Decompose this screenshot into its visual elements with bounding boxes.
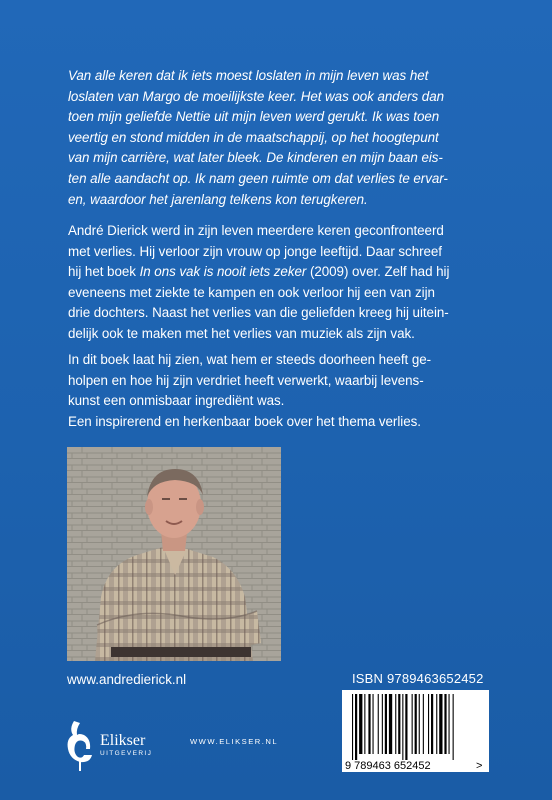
barcode-bar bbox=[449, 694, 450, 754]
text-line: delijk ook te maken met het verlies van muziek als zijn vak. bbox=[68, 325, 415, 341]
barcode-bar bbox=[436, 694, 437, 754]
text-line: kunst een onmisbaar ingrediënt was. bbox=[68, 393, 285, 409]
barcode-bar bbox=[368, 694, 370, 754]
barcode bbox=[342, 690, 489, 772]
barcode-bar bbox=[419, 694, 420, 754]
barcode-bar bbox=[385, 694, 387, 754]
barcode-bar bbox=[423, 694, 424, 754]
text-line: holpen en hoe hij zijn verdriet heeft verwerkt, waarbij levens- bbox=[68, 372, 424, 388]
barcode-bar bbox=[382, 694, 383, 754]
text-line: drie dochters. Naast het verlies van die geliefden kreeg hij uitein- bbox=[68, 305, 449, 321]
barcode-bar bbox=[402, 694, 403, 760]
barcode-bar bbox=[415, 694, 417, 754]
text-line: eveneens met ziekte te kampen en ook verloor hij een van zijn bbox=[68, 284, 435, 300]
author-photo bbox=[67, 447, 281, 661]
description-paragraph-1 bbox=[68, 221, 498, 345]
publisher-logo-mark bbox=[62, 715, 182, 775]
barcode-bar bbox=[364, 694, 365, 754]
barcode-bar bbox=[378, 694, 379, 754]
barcode-bar bbox=[439, 694, 442, 754]
barcode-bar bbox=[428, 694, 429, 754]
text-line: In dit boek laat hij zien, wat hem er steeds doorheen heeft ge- bbox=[68, 352, 432, 367]
publisher-website: WWW.ELIKSER.NL bbox=[190, 737, 279, 746]
barcode-bar bbox=[395, 694, 396, 754]
quote-block bbox=[68, 66, 498, 210]
text-line: met verlies. Hij verloor zijn vrouw op jonge leeftijd. Daar schreef bbox=[68, 243, 442, 259]
publisher-name: Elikser bbox=[100, 732, 146, 749]
barcode-bar bbox=[352, 694, 353, 760]
barcode-bar bbox=[373, 694, 374, 754]
barcode-bar bbox=[453, 694, 454, 760]
quote-line: van mijn carrière, wat later bleek. De kinderen en mijn baan eis- bbox=[68, 150, 443, 166]
barcode-arrow: > bbox=[476, 760, 483, 772]
barcode-bar bbox=[359, 694, 362, 754]
text-fragment: hij het boek bbox=[68, 264, 140, 280]
publisher-subtitle: UITGEVERIJ bbox=[100, 750, 153, 757]
text-line: André Dierick werd in zijn leven meerdere keren geconfronteerd bbox=[68, 223, 444, 238]
barcode-bar bbox=[444, 694, 446, 754]
book-title: In ons vak is nooit iets zeker bbox=[139, 264, 307, 280]
barcode-bar bbox=[431, 694, 433, 754]
quote-line: Van alle keren dat ik iets moest loslaten in mijn leven was het bbox=[68, 68, 429, 83]
text-line bbox=[68, 262, 498, 283]
isbn-label: ISBN 9789463652452 bbox=[352, 671, 484, 686]
publisher-logo bbox=[62, 715, 182, 775]
quote-line: en, waardoor het jarenlang telkens kon terugkeren. bbox=[68, 191, 368, 207]
quote-line: ten alle aandacht op. Ik nam geen ruimte om dat verlies te ervar- bbox=[68, 170, 448, 186]
barcode-bar bbox=[398, 694, 400, 754]
quote-line: veertig en stond midden in de maatschappij, op het hoogtepunt bbox=[68, 129, 439, 145]
quote-line: loslaten van Margo de moeilijkste keer. Het was ook anders dan bbox=[68, 88, 445, 104]
barcode-bar bbox=[412, 694, 413, 754]
description-paragraph-2 bbox=[68, 350, 498, 432]
barcode-bar bbox=[355, 694, 357, 760]
author-website: www.andredierick.nl bbox=[67, 672, 187, 687]
barcode-bar bbox=[405, 694, 407, 760]
barcode-bar bbox=[389, 694, 392, 754]
barcode-bars bbox=[352, 694, 454, 760]
barcode-graphic bbox=[342, 690, 489, 772]
barcode-digits: 9 789463 652452 bbox=[345, 760, 431, 772]
quote-line: toen mijn geliefde Nettie uit mijn leven werd gerukt. Ik was toen bbox=[68, 109, 440, 125]
text-fragment: (2009) over. Zelf had hij bbox=[306, 264, 450, 280]
text-line: Een inspirerend en herkenbaar boek over het thema verlies. bbox=[68, 413, 421, 429]
author-photo-illustration bbox=[67, 447, 281, 661]
